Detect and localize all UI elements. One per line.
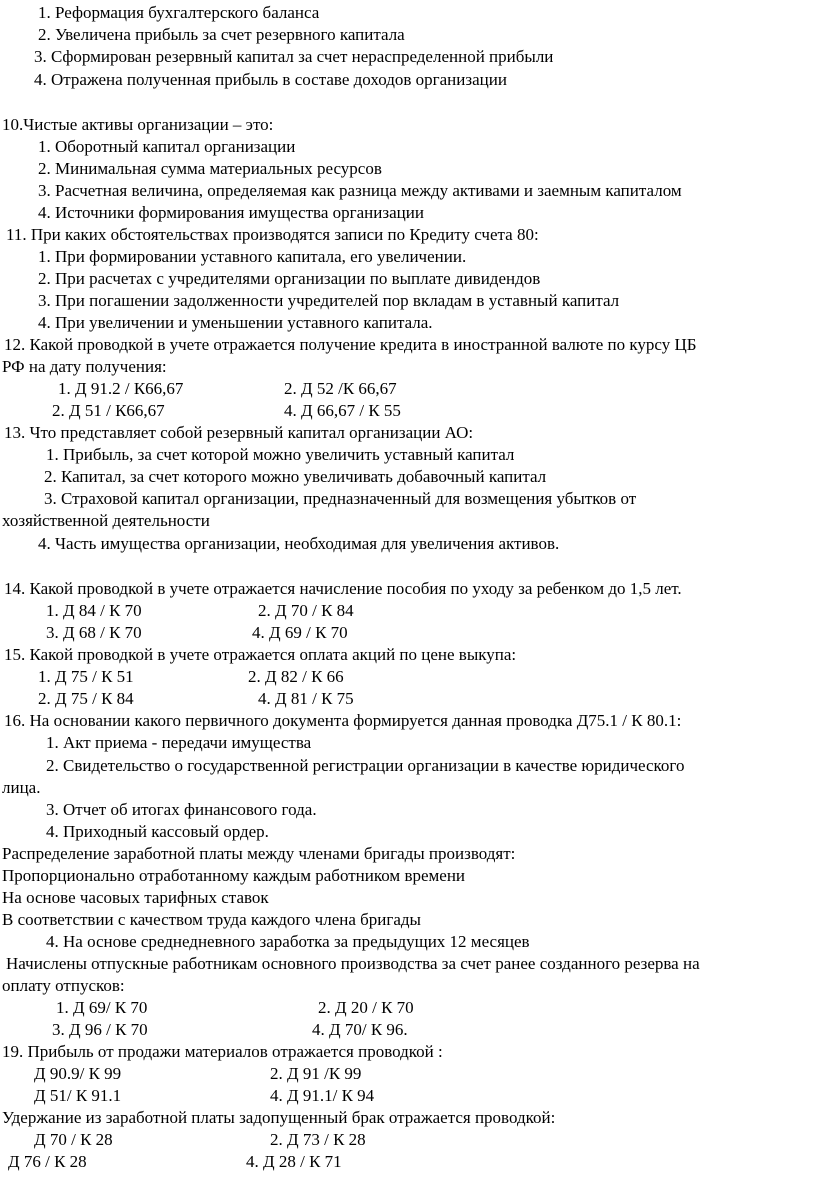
text-line: 1. Д 91.2 / К66,67 [58, 379, 184, 398]
text-line: 3. Расчетная величина, определяемая как разница между активами и заемным капиталом [38, 181, 682, 200]
text-line: 4. Д 81 / К 75 [258, 689, 354, 708]
text-line: На основе часовых тарифных ставок [2, 888, 269, 907]
text-line: 1. Оборотный капитал организации [38, 137, 296, 156]
text-line: 10.Чистые активы организации – это: [2, 115, 274, 134]
text-line: 4. Д 28 / К 71 [246, 1152, 342, 1171]
text-line: Д 51/ К 91.1 [34, 1086, 122, 1105]
text-line: 3. Отчет об итогах финансового года. [46, 800, 317, 819]
text-line: 4. При увеличении и уменьшении уставного капитала. [38, 313, 433, 332]
text-line: лица. [2, 778, 41, 797]
text-line: 3. Страховой капитал организации, предназначенный для возмещения убытков от [44, 489, 637, 508]
text-line: 4. Отражена полученная прибыль в составе доходов организации [34, 70, 507, 89]
text-line: 4. Д 69 / К 70 [252, 623, 348, 642]
text-line: 1. Д 75 / К 51 [38, 667, 134, 686]
text-line: 2. Д 52 /К 66,67 [284, 379, 397, 398]
text-line: 2. Д 51 / К66,67 [52, 401, 165, 420]
text-line: 3. При погашении задолженности учредителей пор вкладам в уставный капитал [38, 291, 620, 310]
text-line: 2. Д 70 / К 84 [258, 601, 354, 620]
text-line: Д 70 / К 28 [34, 1130, 113, 1149]
text-line: 2. Свидетельство о государственной регистрации организации в качестве юридического [46, 756, 685, 775]
text-line: 2. Увеличена прибыль за счет резервного капитала [38, 25, 405, 44]
text-line: 1. При формировании уставного капитала, его увеличении. [38, 247, 467, 266]
text-line: 16. На основании какого первичного документа формируется данная проводка Д75.1 / К 80.1: [4, 711, 682, 730]
text-line: РФ на дату получения: [2, 357, 167, 376]
text-line: 3. Д 68 / К 70 [46, 623, 142, 642]
text-line: Начислены отпускные работникам основного производства за счет ранее созданного резерва на [6, 954, 700, 973]
text-line: 12. Какой проводкой в учете отражается получение кредита в иностранной валюте по курсу ЦБ [4, 335, 697, 354]
text-line: 2. Д 75 / К 84 [38, 689, 134, 708]
text-line: 4. На основе среднедневного заработка за предыдущих 12 месяцев [46, 932, 530, 951]
text-line: 1. Прибыль, за счет которой можно увеличить уставный капитал [46, 445, 515, 464]
text-line: 4. Д 66,67 / К 55 [284, 401, 401, 420]
text-line: 4. Часть имущества организации, необходимая для увеличения активов. [38, 534, 560, 553]
text-line: 1. Акт приема - передачи имущества [46, 733, 312, 752]
text-line: 1. Д 69/ К 70 [56, 998, 148, 1017]
text-line: 2. Минимальная сумма материальных ресурсов [38, 159, 382, 178]
text-line: 1. Реформация бухгалтерского баланса [38, 3, 320, 22]
text-line: хозяйственной деятельности [2, 511, 210, 530]
text-line: 2. Д 91 /К 99 [270, 1064, 362, 1083]
text-line: 2. При расчетах с учредителями организации по выплате дивидендов [38, 269, 541, 288]
text-line: 19. Прибыль от продажи материалов отражается проводкой : [2, 1042, 443, 1061]
text-line: Распределение заработной платы между членами бригады производят: [2, 844, 516, 863]
text-line: 14. Какой проводкой в учете отражается начисление пособия по уходу за ребенком до 1,5 лет. [4, 579, 682, 598]
text-line: 15. Какой проводкой в учете отражается оплата акций по цене выкупа: [4, 645, 517, 664]
text-line: В соответствии с качеством труда каждого члена бригады [2, 910, 421, 929]
text-line: 4. Д 91.1/ К 94 [270, 1086, 375, 1105]
text-line: 2. Д 82 / К 66 [248, 667, 344, 686]
text-line: Удержание из заработной платы задопущенный брак отражается проводкой: [2, 1108, 556, 1127]
text-line: 3. Д 96 / К 70 [52, 1020, 148, 1039]
text-line: 13. Что представляет собой резервный капитал организации АО: [4, 423, 474, 442]
text-line: 4. Приходный кассовый ордер. [46, 822, 269, 841]
text-line: оплату отпусков: [2, 976, 125, 995]
text-line: 2. Д 20 / К 70 [318, 998, 414, 1017]
text-line: 1. Д 84 / К 70 [46, 601, 142, 620]
text-line: 2. Капитал, за счет которого можно увеличивать добавочный капитал [44, 467, 547, 486]
text-line: 4. Д 70/ К 96. [312, 1020, 408, 1039]
text-line: Д 76 / К 28 [8, 1152, 87, 1171]
text-line: 11. При каких обстоятельствах производятся записи по Кредиту счета 80: [6, 225, 539, 244]
text-line: 3. Сформирован резервный капитал за счет нераспределенной прибыли [34, 47, 554, 66]
text-line: 2. Д 73 / К 28 [270, 1130, 366, 1149]
text-line: Д 90.9/ К 99 [34, 1064, 122, 1083]
text-line: 4. Источники формирования имущества организации [38, 203, 424, 222]
text-line: Пропорционально отработанному каждым работником времени [2, 866, 466, 885]
